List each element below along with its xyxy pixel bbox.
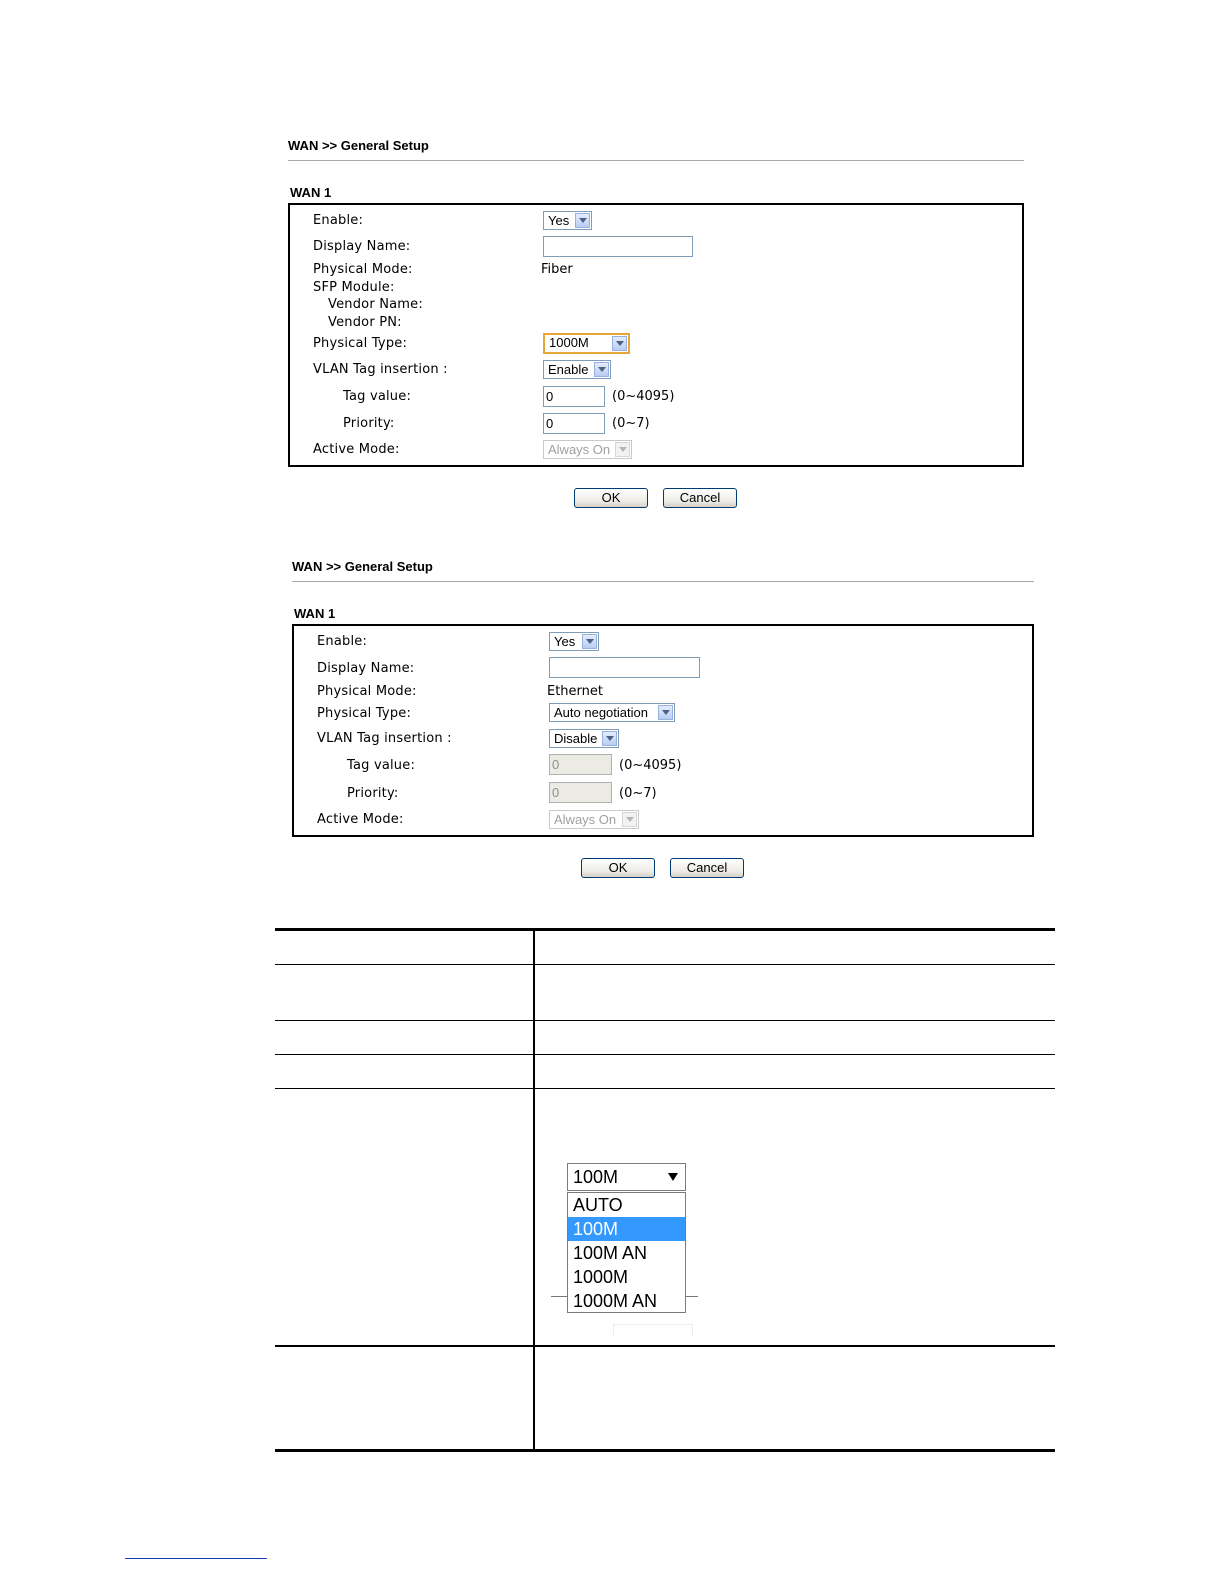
caret-down-icon: [668, 1173, 678, 1181]
table-row-rule: [275, 964, 1055, 965]
background-field: [613, 1324, 693, 1335]
active-mode-label: Active Mode:: [313, 442, 400, 457]
physical-mode-value: Ethernet: [547, 684, 603, 699]
physical-type-dropdown[interactable]: [567, 1163, 686, 1191]
table-row-rule: [275, 1088, 1055, 1089]
priority-label: Priority:: [343, 416, 395, 431]
active-mode-select-value: Always On: [548, 442, 611, 457]
enable-label: Enable:: [313, 213, 364, 228]
enable-label: Enable:: [317, 634, 368, 649]
table-top-rule: [275, 928, 1055, 931]
chevron-down-icon: [594, 362, 609, 377]
tag-value-input[interactable]: 0: [543, 386, 605, 407]
footer-link-underline: [125, 1558, 267, 1559]
active-mode-select: [543, 440, 632, 459]
breadcrumb: WAN >> General Setup: [288, 138, 429, 153]
vlan-tag-select-value: Enable: [548, 362, 589, 377]
enable-select-value: Yes: [548, 213, 570, 228]
vendor-name-label: Vendor Name:: [328, 297, 423, 312]
tag-value-input: 0: [549, 754, 612, 775]
display-name-label: Display Name:: [313, 239, 411, 254]
physical-mode-label: Physical Mode:: [313, 262, 413, 277]
section-title: WAN 1: [290, 185, 332, 200]
priority-input: 0: [549, 782, 612, 803]
cancel-button[interactable]: Cancel: [663, 488, 737, 508]
dropdown-option[interactable]: AUTO: [573, 1195, 623, 1215]
active-mode-select-value: Always On: [554, 812, 617, 827]
cancel-button[interactable]: Cancel: [670, 858, 744, 878]
physical-type-label: Physical Type:: [317, 706, 412, 721]
background-line: [686, 1296, 698, 1297]
physical-type-label: Physical Type:: [313, 336, 408, 351]
dropdown-option[interactable]: 100M: [568, 1217, 685, 1241]
chevron-down-icon: [575, 213, 590, 228]
vlan-tag-label: VLAN Tag insertion :: [313, 362, 448, 377]
tag-value-range: (0~4095): [619, 758, 682, 773]
tag-value-label: Tag value:: [343, 389, 412, 404]
vlan-tag-select-value: Disable: [554, 731, 598, 746]
display-name-label: Display Name:: [317, 661, 415, 676]
table-row-rule: [275, 1345, 1055, 1347]
chevron-down-icon: [602, 731, 617, 746]
table-bottom-rule: [275, 1449, 1055, 1452]
background-line: [551, 1296, 567, 1297]
physical-mode-value: Fiber: [541, 262, 573, 277]
physical-type-select[interactable]: [549, 703, 675, 722]
vlan-tag-select[interactable]: [549, 729, 619, 748]
physical-type-select-value: Auto negotiation: [554, 705, 648, 720]
tag-value-range: (0~4095): [612, 389, 675, 404]
display-name-input[interactable]: [549, 657, 700, 678]
dropdown-option[interactable]: 1000M: [573, 1267, 629, 1287]
enable-select[interactable]: [549, 632, 599, 651]
priority-label: Priority:: [347, 786, 399, 801]
vlan-tag-label: VLAN Tag insertion :: [317, 731, 452, 746]
enable-select-value: Yes: [554, 634, 576, 649]
priority-input[interactable]: 0: [543, 413, 605, 434]
table-row-rule: [275, 1020, 1055, 1021]
vendor-pn-label: Vendor PN:: [328, 315, 402, 330]
breadcrumb: WAN >> General Setup: [292, 559, 433, 574]
active-mode-select: [549, 810, 639, 829]
table-column-divider: [533, 928, 535, 1452]
priority-range: (0~7): [612, 416, 650, 431]
dropdown-selected-value: 100M: [573, 1167, 619, 1187]
dropdown-option[interactable]: 1000M AN: [573, 1291, 658, 1311]
active-mode-label: Active Mode:: [317, 812, 404, 827]
enable-select[interactable]: [543, 211, 592, 230]
physical-mode-label: Physical Mode:: [317, 684, 417, 699]
display-name-input[interactable]: [543, 236, 693, 257]
table-row-rule: [275, 1054, 1055, 1055]
vlan-tag-select[interactable]: [543, 360, 611, 379]
dropdown-option[interactable]: 100M AN: [573, 1243, 648, 1263]
chevron-down-icon: [622, 812, 637, 827]
section-title: WAN 1: [294, 606, 336, 621]
breadcrumb-divider: [292, 581, 1034, 582]
chevron-down-icon: [582, 634, 597, 649]
breadcrumb-divider: [288, 160, 1024, 161]
ok-button[interactable]: OK: [581, 858, 655, 878]
physical-type-select[interactable]: [543, 333, 630, 354]
chevron-down-icon: [658, 705, 673, 720]
physical-type-select-value: 1000M: [549, 335, 589, 350]
tag-value-label: Tag value:: [347, 758, 416, 773]
ok-button[interactable]: OK: [574, 488, 648, 508]
chevron-down-icon: [612, 336, 627, 351]
dropdown-options-list: [567, 1192, 686, 1313]
sfp-module-label: SFP Module:: [313, 280, 395, 295]
priority-range: (0~7): [619, 786, 657, 801]
chevron-down-icon: [615, 442, 630, 457]
